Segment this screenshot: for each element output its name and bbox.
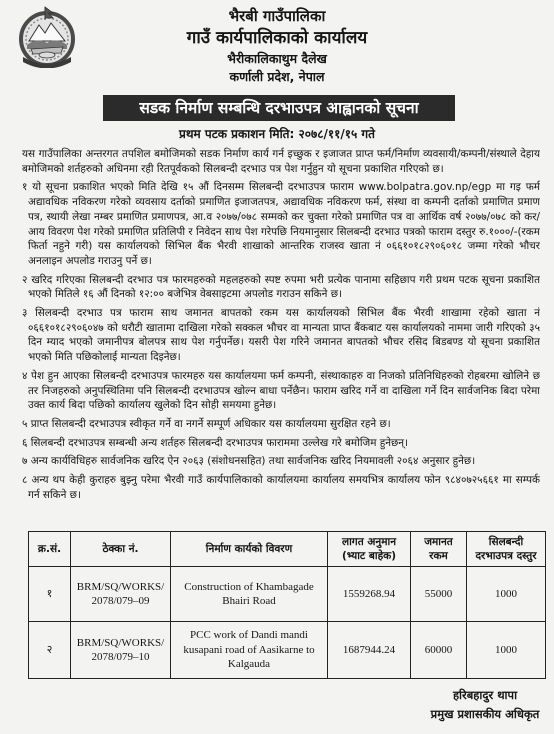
header-contract-number: ठेक्का नं. bbox=[71, 532, 171, 567]
office-name: गाउँ कार्यपालिकाको कार्यालय bbox=[186, 28, 368, 48]
condition-item-2 bbox=[22, 273, 540, 302]
notice-title-banner: सडक निर्माण सम्बन्धि दरभाउपत्र आह्वानको सूचना bbox=[103, 95, 455, 121]
item-number: ७ bbox=[22, 455, 28, 468]
municipality-name: भैरबी गाउँपालिका bbox=[228, 7, 326, 25]
item-number: १ bbox=[22, 181, 28, 194]
cell-bid-security: 60000 bbox=[411, 622, 467, 679]
item-number: ८ bbox=[22, 474, 28, 487]
notice-body bbox=[22, 147, 540, 528]
cell-work-description: Construction of Khambagade Bhairi Road bbox=[171, 567, 328, 622]
cell-cost-estimate: 1559268.94 bbox=[328, 567, 411, 622]
table-row bbox=[29, 567, 546, 622]
header-cost-estimate: लागत अनुमान (भ्याट बाहेक) bbox=[328, 532, 411, 567]
condition-item-1 bbox=[22, 180, 540, 268]
item-text: अन्य थप केही कुराहरु बुझ्नु परेमा भैरवी गाउँ कार्यपालिकाको कार्यालयमा कार्यालय समयभित्र कार्यालय फोन ९८४०७२५६६१ मा सम्पर्क गर्न सकिने छ। bbox=[28, 474, 540, 501]
item-text: प्राप्त सिलबन्दी दरभाउपत्र स्वीकृत गर्ने वा नगर्ने सम्पूर्ण अधिकार यस कार्यालयमा सुरक्षित रहने छ। bbox=[30, 417, 391, 430]
province-country: कर्णाली प्रदेश, नेपाल bbox=[229, 69, 325, 84]
condition-item-8 bbox=[22, 473, 540, 502]
condition-item-3 bbox=[22, 306, 540, 365]
item-text: यो सूचना प्रकाशित भएको मिति देखि १५ औं दिनसम्म सिलबन्दी दरभाउपत्र फाराम www.bolpatra.gov.np/egp मा गइ फर्म अद्यावधिक नविकरण गरेको व्यवसाय दर्ताको प्रमाणित इजाजतपत्र, अद्यावधिक नविकरण फर्म, संस्था वा कम्पनी दर्ताको प्रमाणित प्रमाण पत्र, स्थायी लेखा नम्बर प्रमाणित प्रमाणपत्र, आ.व २०७७/०७८ सम्मको कर चुक्ता गरेको प्रमाणित पत्र वा आर्थिक वर्ष २०७७/०७८ को कर/आय विवरण पेश गरेको प्रमाणित प्रतिलिपी र निवेदन साथ पेश गरेपछि नियमानुसार सिलबन्दी दरभाउ पत्रको फाराम दस्तुर रु.१०००/-(रकम फिर्ता नहुने गरी) यस कार्यालयको सिभिल बैंक भैरवी शाखाको आन्तरिक राजस्व खाता नं ०६६१०१८२९०६०१८ जम्मा गरेको भौचर अनलाइन अपलोड गराउनु पर्ने छ। bbox=[28, 181, 540, 267]
tender-table bbox=[28, 531, 546, 679]
nepal-emblem-icon bbox=[15, 4, 79, 68]
header-serial-number: क्र.सं. bbox=[29, 532, 71, 567]
item-text: पेश हुन आएका सिलबन्दी दरभाउपत्र फारमहरु यस कार्यालयमा फर्म कम्पनी, संस्थाकाहरु वा निजको प्रतिनिधिहरुको रोहबरमा खोलिने छ तर निजहरुको अनुपस्थितिमा पनि सिलबन्दी दरभाउपत्र खोल्न बाधा पर्नेछैन। फाराम खरिद गर्ने वा दाखिला गर्ने दिन सार्वजनिक बिदा परेमा उक्त कार्य बिदा पछिको कार्यालय खुलेको दिन सोही समयमा हुनेछ। bbox=[28, 369, 540, 412]
condition-item-6 bbox=[22, 436, 540, 451]
condition-item-4 bbox=[22, 369, 540, 413]
cell-bid-fee: 1000 bbox=[467, 567, 546, 622]
item-number: ३ bbox=[22, 307, 28, 320]
cell-bid-fee: 1000 bbox=[467, 622, 546, 679]
item-text: सिलबन्दी दरभाउ पत्र फाराम साथ जमानत बापतको रकम यस कार्यालयको सिभिल बैंक भैरवी शाखामा रहेको खाता नं ०६६१०१८२९०६०४७ को धरौटी खातामा दाखिला गरेको सक्कल भौचर वा मान्यता प्राप्त बैंकबाट यस कार्यालयको नाममा जारी गरिएको ३५ दिन म्याद भएको जमानीपत्र बोलपत्र साथ पेश गर्नुपर्नेछ। यसरी पेश गरिने जमानत बापतको भौचर रसिद बिडबण्ड यो सूचना प्रकाशित भएको मिति पछिकोलाई मान्यता दिइनेछ। bbox=[28, 307, 540, 364]
header-work-description: निर्माण कार्यको विवरण bbox=[171, 532, 328, 567]
cell-cost-estimate: 1687944.24 bbox=[328, 622, 411, 679]
item-number: २ bbox=[22, 273, 28, 286]
condition-item-7 bbox=[22, 454, 540, 469]
header-bid-security: जमानत रकम bbox=[411, 532, 467, 567]
item-number: ४ bbox=[22, 369, 28, 382]
publish-date-line: प्रथम पटक प्रकाशन मिति: २०७८/११/१५ गते bbox=[179, 127, 375, 141]
item-text: सिलबन्दी दरभाउपत्र सम्बन्धी अन्य शर्तहरु सिलबन्दी दरभाउपत्र फाराममा उल्लेख गरे बमोजिम हुनेछन्। bbox=[30, 436, 409, 449]
intro-paragraph: यस गाउँपालिका अन्तरगत तपशिल बमोजिमको सडक निर्माण कार्य गर्न इच्छुक र इजाजत प्राप्त फर्म/निर्माण व्यवसायी/कम्पनी/संस्थाले देहाय बमोजिमको शर्तहरुको अधिनमा रही रितपूर्वकको सिलबन्दी दरभाउ पत्र पेश गर्नुहुन यो सूचना प्रकाशित गरिएको छ। bbox=[22, 148, 540, 175]
cell-serial-number: १ bbox=[29, 567, 71, 622]
cell-contract-number: BRM/SQ/WORKS/ 2078/079–10 bbox=[71, 622, 171, 679]
signatory-name: हरिबहादुर थापा bbox=[452, 688, 518, 702]
table-header-row bbox=[29, 532, 546, 567]
item-number: ५ bbox=[22, 417, 28, 430]
cell-contract-number: BRM/SQ/WORKS/ 2078/079–09 bbox=[71, 567, 171, 622]
condition-item-5 bbox=[22, 417, 540, 432]
cell-serial-number: २ bbox=[29, 622, 71, 679]
table-row bbox=[29, 622, 546, 679]
cell-work-description: PCC work of Dandi mandi kusapani road of Aasikarne to Kalgauda bbox=[171, 622, 328, 679]
cell-bid-security: 55000 bbox=[411, 567, 467, 622]
item-text: खरिद गरिएका सिलबन्दी दरभाउ पत्र फारमहरुको महलहरुको स्पष्ट रुपमा भरी प्रत्येक पानामा सहिछाप गरी प्रथम पटक सूचना प्रकाशित भएको मितिले १६ औं दिनको १२:०० बजेभित्र वेबसाइटमा अपलोड गराउन सकिने छ। bbox=[28, 273, 540, 301]
signatory-title: प्रमुख प्रशासकीय अधिकृत bbox=[430, 707, 540, 721]
item-number: ६ bbox=[22, 436, 28, 449]
item-text: अन्य कार्यविधिहरु सार्वजनिक खरिद ऐन २०६३ (संशोधनसहित) तथा सार्वजनिक खरिद नियमावली २०६४ अनुसार हुनेछ। bbox=[30, 455, 476, 468]
office-location: भैरीकालिकाथुम दैलेख bbox=[227, 51, 327, 66]
header-bid-fee: सिलबन्दी दरभाउपत्र दस्तुर bbox=[467, 532, 546, 567]
